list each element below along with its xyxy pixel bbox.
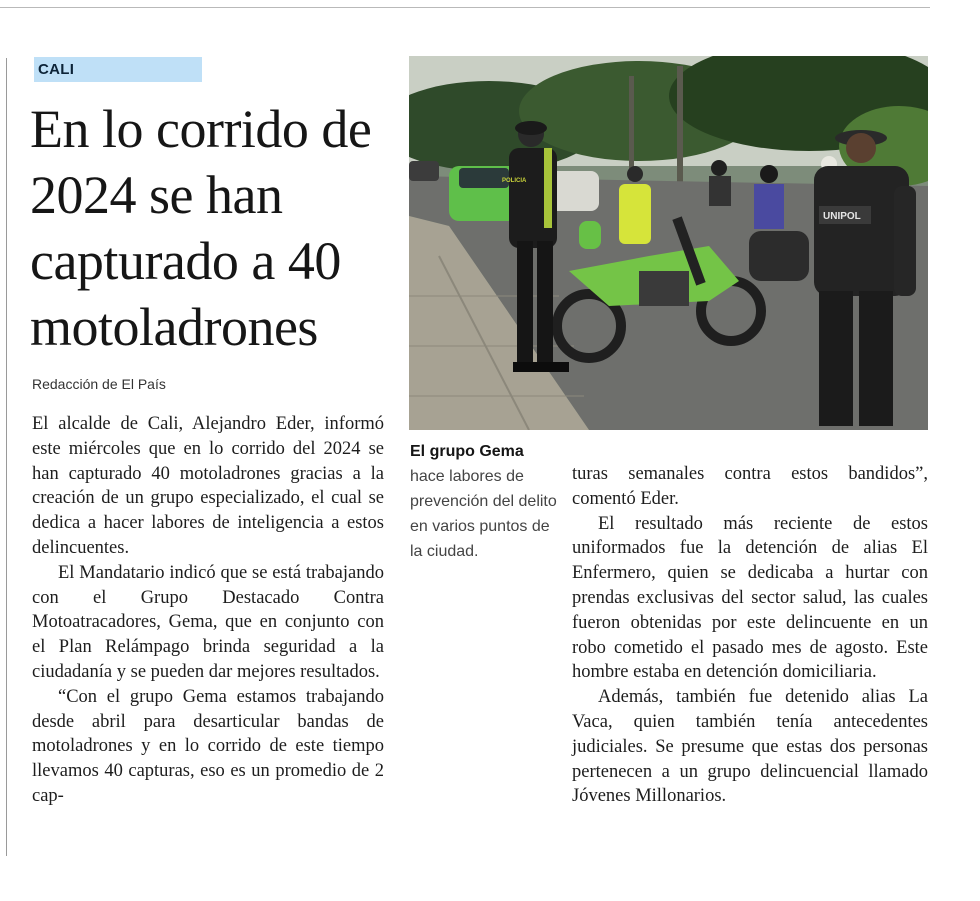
paragraph: El alcalde de Cali, Alejandro Eder, informó este miércoles que en lo corrido del 2024 se han capturado 40 motoladrones gracias a la creación de un grupo especializado, el cual se dedica a hacer labores de inteligencia a estos delincuentes. [32, 414, 384, 558]
headline: En lo corrido de 2024 se han capturado a 40 motoladrones [30, 99, 372, 357]
photo-caption [410, 439, 560, 564]
paragraph: “Con el grupo Gema estamos trabajando desde abril para desarticular bandas de motoladrones y en lo corrido de este tiempo llevamos 40 capturas, eso es un promedio de 2 cap- [32, 686, 384, 806]
article-column-1 [32, 412, 384, 809]
jacket-badge: POLICIA [502, 178, 527, 184]
paragraph: El resultado más reciente de estos uniformados fue la detención de alias El Enfermero, quien se dedicaba a hurtar con prendas exclusivas del sector salud, las cuales fueron obtenidas por este delincuente en un robo cometido el pasado mes de agosto. Este hombre estaba en detención domiciliaria. [572, 513, 928, 683]
caption-text: hace labores de prevención del delito en varios puntos de la ciudad. [410, 468, 557, 560]
vest-badge: UNIPOL [823, 211, 861, 222]
section-tag: CALI [34, 57, 202, 82]
paragraph: Además, también fue detenido alias La Vaca, quien también tenía antecedentes judiciales. Se presume que estas dos personas pertenecen a un grupo delincuencial llamado Jóvenes Millonarios. [572, 687, 928, 807]
top-rule [0, 7, 930, 8]
caption-title: El grupo Gema [410, 443, 524, 460]
byline: Redacción de El País [32, 376, 166, 392]
article-column-2 [572, 462, 928, 809]
news-photo [409, 56, 928, 430]
paragraph: El Mandatario indicó que se está trabajando con el Grupo Destacado Contra Motoatracadores, Gema, que en conjunto con el Plan Relámpago brinda seguridad a la ciudadanía y se pueden dar mejores resultados. [32, 562, 384, 682]
column-rule [6, 58, 7, 856]
paragraph: turas semanales contra estos bandidos”, comentó Eder. [572, 464, 928, 509]
